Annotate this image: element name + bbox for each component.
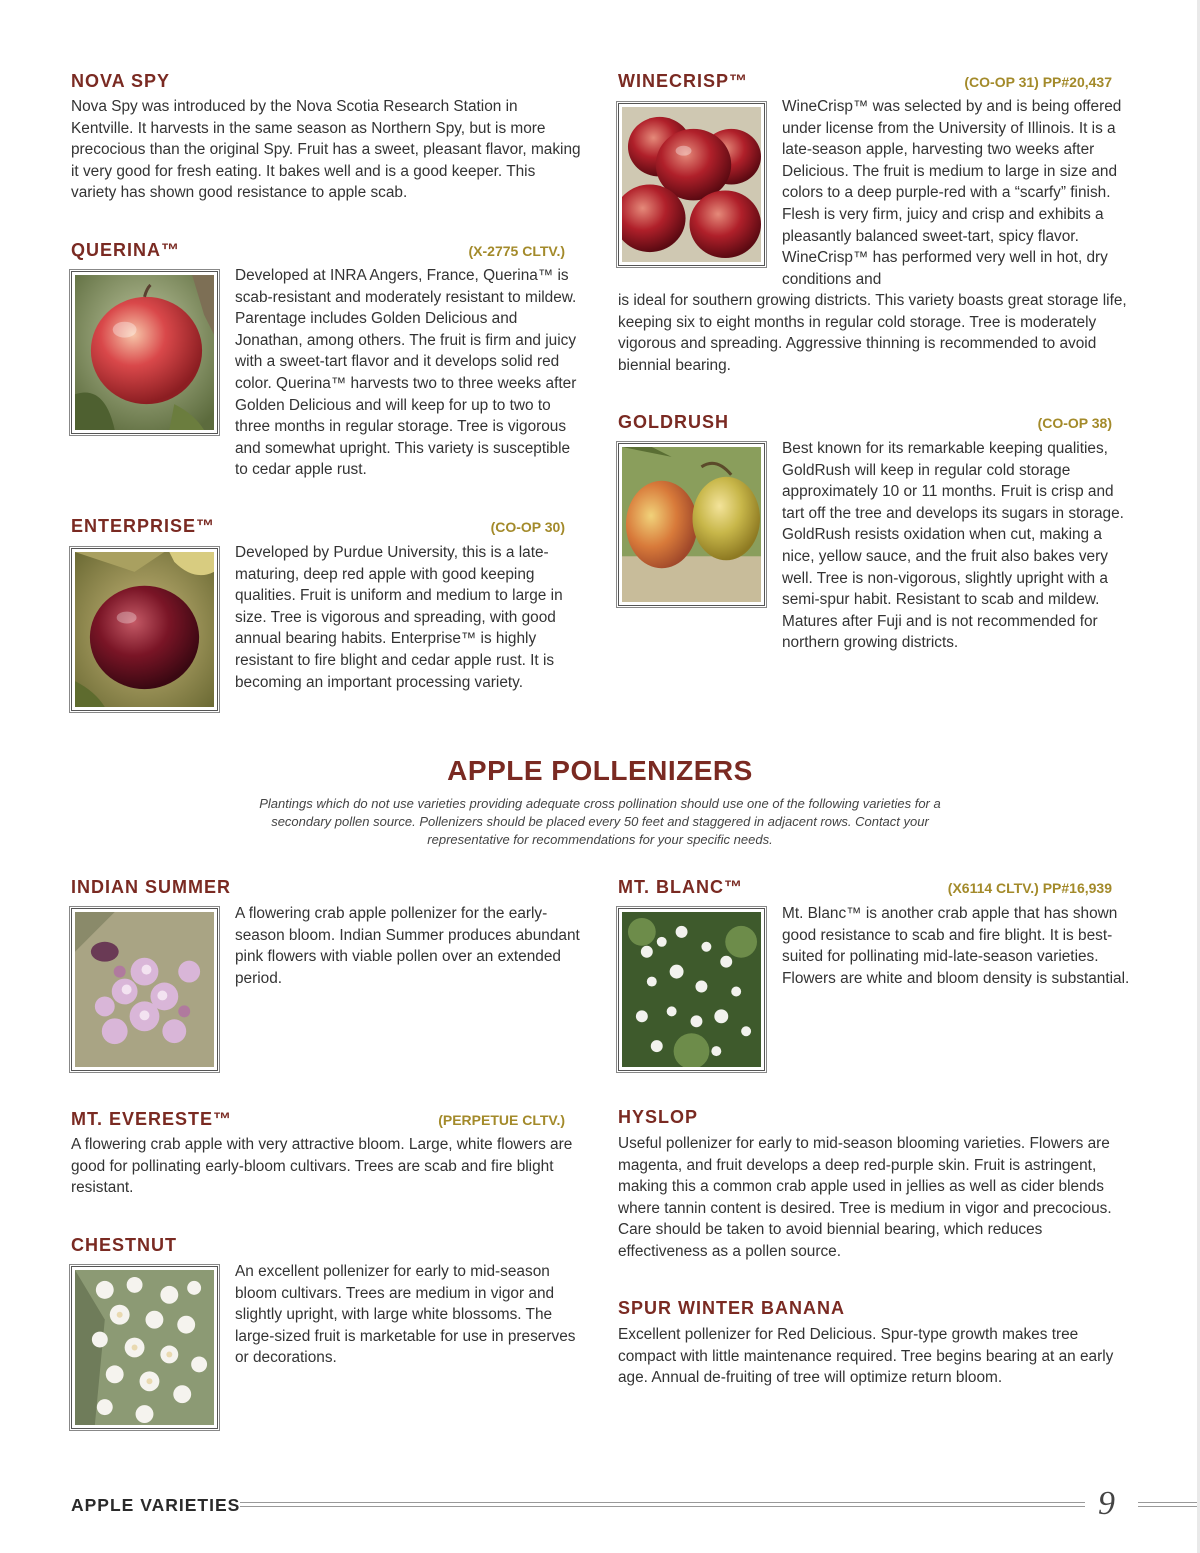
variety-nova-spy (71, 70, 581, 210)
page-number: 9 (1098, 1485, 1115, 1522)
variety-code: (CO-OP 30) (490, 519, 565, 535)
variety-enterprise (71, 515, 565, 545)
footer-rule-left (240, 1502, 1085, 1507)
variety-title: ENTERPRISE™ (71, 516, 216, 536)
goldrush-description: Best known for its remarkable keeping qualities, GoldRush will keep in regular cold storage approximately 10 or 11 months. Fruit is crisp and tart off the tree and develops its sugars in storage. GoldRush resists oxidation when cut, making a nice, yellow sauce, and the fruit also bakes very well. Tree is non-vigorous, slightly upright with a semi-spur habit. Resistant to scab and mildew. Matures after Fuji and is not recommended for northern growing districts. (782, 440, 1124, 652)
winecrisp-description-beside: WineCrisp™ was selected by and is being offered under license from the University of Illinois. It is a late-season apple, harvesting two weeks after Delicious. The fruit is medium to large in size and colors to a deep purple-red with a “scarfy” finish. Flesh is very firm, juicy and crisp and exhibits a pleasantly balanced sweet-tart, spicy flavor. WineCrisp™ has performed very well in hot, dry conditions and (782, 98, 1122, 288)
pollenizer-title: MT. BLANC™ (618, 877, 743, 897)
chestnut-flower-photo (71, 1266, 218, 1429)
pollenizer-indian-summer (71, 876, 565, 906)
indian-summer-description: A flowering crab apple pollenizer for the early-season bloom. Indian Summer produces abundant pink flowers with viable pollen over an extended period. (235, 905, 580, 987)
variety-code: (X-2775 CLTV.) (468, 243, 565, 259)
pollenizer-title: INDIAN SUMMER (71, 877, 231, 897)
variety-code: (CO-OP 38) (1037, 415, 1112, 431)
querina-description: Developed at INRA Angers, France, Querina™ is scab-resistant and moderately resistant to mildew. Parentage includes Golden Delicious and Jonathan, among others. The fruit is firm and juicy with a sweet-tart flavor and it develops solid red color. Querina™ harvests two to three weeks after Golden Delicious and will keep for up to two to three months in regular storage. Tree is vigorous and somewhat upright. This variety is susceptible to cedar apple rust. (235, 267, 577, 479)
pollenizer-title: CHESTNUT (71, 1235, 177, 1255)
winecrisp-description-below: is ideal for southern growing districts. This variety boasts great storage life, keeping six to eight months in regular cold storage. Tree is moderately vigorous and spreading. Aggressive thinning is recommended to avoid biennial bearing. (618, 292, 1127, 374)
pollenizer-chestnut (71, 1234, 565, 1264)
pollenizer-description: Useful pollenizer for early to mid-season blooming varieties. Flowers are magenta, and fruit develops a deep red-purple skin. Fruit is astringent, making this a common crab apple used in jellies as well as cider blends where tannin content is desired. Tree is medium in vigor and precocious. Care should be taken to avoid biennial bearing, which reduces effectiveness as a pollen source. (618, 1135, 1112, 1260)
enterprise-apple-photo (71, 548, 218, 711)
variety-title: NOVA SPY (71, 71, 171, 91)
pollenizer-mt-evereste (71, 1108, 573, 1198)
pollenizer-spur-winter-banana (618, 1297, 1133, 1392)
variety-goldrush (618, 411, 1112, 441)
variety-code: (CO-OP 31) PP#20,437 (964, 74, 1112, 90)
variety-title: WINECRISP™ (618, 71, 749, 91)
variety-title: QUERINA™ (71, 240, 181, 260)
chestnut-description: An excellent pollenizer for early to mid-season bloom cultivars. Trees are medium in vigor and slightly upright, with large white blossoms. The large-sized fruit is marketable for use in preserves or decorations. (235, 1263, 576, 1367)
footer-rule-right (1138, 1502, 1200, 1507)
mt-blanc-description: Mt. Blanc™ is another crab apple that has shown good resistance to scab and fire blight. It is best-suited for pollinating mid-late-season varieties. Flowers are white and bloom density is substantial. (782, 905, 1130, 987)
winecrisp-apple-photo (618, 103, 765, 266)
variety-title: GOLDRUSH (618, 412, 729, 432)
pollenizer-description: Excellent pollenizer for Red Delicious. Spur-type growth makes tree compact with little maintenance required. Tree begins bearing at an early age. Annual de-fruiting of tree will optimize return bloom. (618, 1326, 1114, 1387)
pollenizer-code: (X6114 CLTV.) PP#16,939 (947, 880, 1112, 896)
querina-apple-photo (71, 271, 218, 434)
pollenizer-hyslop (618, 1106, 1133, 1266)
pollenizer-title: SPUR WINTER BANANA (618, 1298, 845, 1318)
indian-summer-flower-photo (71, 908, 218, 1071)
pollenizer-title: MT. EVERESTE™ (71, 1109, 233, 1129)
variety-description: Nova Spy was introduced by the Nova Scotia Research Station in Kentville. It harvests in the same season as Northern Spy, but is more precocious than the original Spy. Fruit has a sweet, pleasant flavor, making it very good for fresh eating. It bakes well and is a good keeper. This variety has shown good resistance to apple scab. (71, 98, 581, 202)
pollenizer-code: (PERPETUE CLTV.) (438, 1112, 565, 1128)
pollenizers-intro: Plantings which do not use varieties providing adequate cross pollination should use one of the following varieties for a secondary pollen source. Pollenizers should be placed every 50 feet and staggered in adjacent rows. Contact your representative for recommendations for your specific needs. (259, 796, 941, 847)
pollenizers-heading: APPLE POLLENIZERS (447, 755, 753, 786)
pollenizer-title: HYSLOP (618, 1107, 699, 1127)
mt-blanc-flower-photo (618, 908, 765, 1071)
enterprise-description: Developed by Purdue University, this is a late-maturing, deep red apple with good keeping qualities. Fruit is uniform and medium to large in size. Tree is vigorous and spreading, with good annual bearing habits. Enterprise™ is highly resistant to fire blight and cedar apple rust. It is becoming an important processing variety. (235, 544, 563, 691)
goldrush-apple-photo (618, 443, 765, 606)
pollenizer-mt-blanc (618, 876, 1112, 906)
pollenizer-description: A flowering crab apple with very attractive bloom. Large, white flowers are good for pollinating early-bloom cultivars. Trees are scab and fire blight resistant. (71, 1136, 573, 1197)
footer-section-label: APPLE VARIETIES (71, 1495, 241, 1515)
